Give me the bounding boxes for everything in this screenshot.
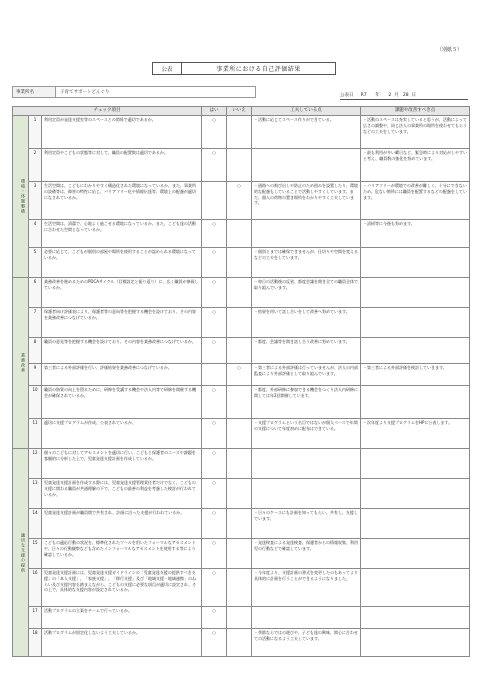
row-number: 7 xyxy=(29,308,42,338)
no-mark xyxy=(227,386,252,419)
table-row xyxy=(13,569,470,607)
check-item-text: 利用定員やこどもの状態等に対して、職員の配置数は適切であるか。 xyxy=(42,149,202,182)
office-name-value: 子育てサポートどんぐり xyxy=(56,86,256,98)
issues-text xyxy=(361,338,470,364)
check-item-text: こどもの適応行動の状況を、標準化されたツールを用いたフォーマルなアセスメントや、日々の行動観察なども含めたインフォーマルなアセスメントを使用する等により確認しているか。 xyxy=(42,539,202,569)
table-row xyxy=(13,338,470,364)
publication-month-unit: 月 xyxy=(394,93,399,98)
issues-text xyxy=(361,607,470,629)
effort-text: ・支援プログラムという名目ではないが個人ベースで年間の支援について年度初めに配布はできている。 xyxy=(252,419,361,449)
table-row xyxy=(13,278,470,308)
issues-text: ・第三者による外部評価を検討していきます。 xyxy=(361,364,470,386)
row-number: 14 xyxy=(29,509,42,539)
title-box xyxy=(152,62,336,75)
effort-text: ・結果を用いて話し合いをして改善へ努めています。 xyxy=(252,308,361,338)
publication-label: 公表日 xyxy=(340,93,354,98)
check-item-text: 利用定員が発達支援室等のスペースとの関係で適切であるか。 xyxy=(42,116,202,149)
no-mark xyxy=(227,539,252,569)
row-number: 12 xyxy=(29,449,42,479)
effort-text xyxy=(252,607,361,629)
yes-mark: ○ xyxy=(202,539,227,569)
yes-mark: ○ xyxy=(202,449,227,479)
yes-mark: ○ xyxy=(202,509,227,539)
row-number: 5 xyxy=(29,248,42,278)
check-item-text: 児童発達支援計画を作成する際には、児童発達支援管理責任者だけでなく、こどもの支援に関わる職員が共通理解の下で、こどもの最善の利益を考慮した検討が行われているか。 xyxy=(42,479,202,509)
evaluation-table xyxy=(12,106,470,657)
check-item-text: 児童発達支援計画が職員間で共有され、計画に沿った支援が行われているか。 xyxy=(42,509,202,539)
check-item-text: 生活空間は、こどもにわかりやすく構造化された環境になっているか。また、事業所の設備等は、障害の特性に応じ、バリアフリー化や情報伝達等、環境上の配慮が適切になされているか。 xyxy=(42,182,202,220)
effort-text: ・通路への飛び出しや防止のため囲みを設置したり、環境的な配慮もしていることで活動しやすくしています。また、個人の荷物の置き場所をわかりやすく工夫しています。 xyxy=(252,182,361,220)
effort-text: ・都度、外部研修に参加できる機会をつくり法人内研修に関しては年2回開催しています。 xyxy=(252,386,361,419)
yes-mark: ○ xyxy=(202,386,227,419)
yes-mark: ○ xyxy=(202,308,227,338)
check-item-text: 個々のこどもに対してアセスメントを適切に行い、こどもと保護者のニーズや課題を客観的に分析した上で、児童発達支援計画を作成しているか。 xyxy=(42,449,202,479)
issues-text xyxy=(361,386,470,419)
issues-text xyxy=(361,569,470,607)
no-mark xyxy=(227,278,252,308)
row-number: 9 xyxy=(29,364,42,386)
issues-text xyxy=(361,629,470,657)
effort-text xyxy=(252,449,361,479)
yes-mark: ○ xyxy=(202,607,227,629)
no-mark: ○ xyxy=(227,364,252,386)
yes-mark: ○ xyxy=(202,248,227,278)
no-mark xyxy=(227,116,252,149)
publication-year-unit: 年 xyxy=(375,93,380,98)
table-row xyxy=(13,629,470,657)
row-number: 1 xyxy=(29,116,42,149)
publication-date xyxy=(340,92,416,98)
row-number: 16 xyxy=(29,569,42,607)
no-mark xyxy=(227,629,252,657)
table-row xyxy=(13,116,470,149)
effort-text: ・発達検査による発達検査、保護者からの情報収集、利用児の行動などで確認しています。 xyxy=(252,539,361,569)
row-number: 6 xyxy=(29,278,42,308)
effort-text: ・個別とまでは確保できませんが、仕切りや空間を変えるなどの工夫をしています。 xyxy=(252,248,361,278)
category-cell: 業務改善 xyxy=(13,278,29,449)
table-row xyxy=(13,364,470,386)
row-number: 10 xyxy=(29,386,42,419)
row-number: 15 xyxy=(29,539,42,569)
table-row xyxy=(13,220,470,248)
publication-era: R7 xyxy=(360,93,367,98)
issues-text xyxy=(361,479,470,509)
check-item-text: 適切に支援プログラムが作成、公表されているか。 xyxy=(42,419,202,449)
check-item-text: 保護者向け評価表により、保護者等の意向等を把握する機会を設けており、その内容を業務改善につなげているか。 xyxy=(42,308,202,338)
table-row xyxy=(13,539,470,569)
check-item-text: 児童発達支援計画には、児童発達支援ガイドラインの「児童発達支援の提供すべき支援」の「本人支援」、「家族支援」、「移行支援」及び「地域支援・地域連携」のねらい及び支援内容も踏まえながら、こどもの支援に必要な項目が適切に設定され、その上で、具体的な支援内容が設定されているか。 xyxy=(42,569,202,607)
yes-mark: ○ xyxy=(202,116,227,149)
publication-day: 28 xyxy=(402,93,409,98)
yes-mark: ○ xyxy=(202,629,227,657)
no-mark xyxy=(227,220,252,248)
yes-mark: ○ xyxy=(202,479,227,509)
table-row xyxy=(13,449,470,479)
table-row xyxy=(13,248,470,278)
effort-text: ・毎日の活動後の反省、都度会議を開き全ての職員全体で取り組んでいます。 xyxy=(252,278,361,308)
check-item-text: 生活空間は、清潔で、心地よく過ごせる環境になっているか。また、こども達の活動に合わせた空間となっているか。 xyxy=(42,220,202,248)
row-number: 4 xyxy=(29,220,42,248)
issues-text: ・次年度より支援プログラムをHPに公表します。 xyxy=(361,419,470,449)
no-mark xyxy=(227,509,252,539)
row-number: 3 xyxy=(29,182,42,220)
effort-text: ・日々のケースにも計画を知ってもらい、共有し、支援しています。 xyxy=(252,509,361,539)
page-title: 事業所における自己評価結果 xyxy=(216,66,301,73)
issues-text xyxy=(361,449,470,479)
effort-text: ・今年度より、支援計画の書式を変更したのもあってより具体的に計画を行うことができるようになりました。 xyxy=(252,569,361,607)
effort-text xyxy=(252,479,361,509)
issues-text: ・活動のスペースは充実していると思うが、活動によって広さの調整や、同じ法人の事業所の場所を使わせてもらうなどの工夫をしています。 xyxy=(361,116,470,149)
category-cell: 適切な支援の提供 xyxy=(13,449,29,657)
header-effort: 工夫している点 xyxy=(252,107,361,116)
row-number: 2 xyxy=(29,149,42,182)
row-number: 11 xyxy=(29,419,42,449)
no-mark xyxy=(227,479,252,509)
yes-mark: ○ xyxy=(202,220,227,248)
issues-text xyxy=(361,278,470,308)
row-number: 13 xyxy=(29,479,42,509)
no-mark: ○ xyxy=(227,182,252,220)
no-mark xyxy=(227,308,252,338)
issues-text xyxy=(361,539,470,569)
check-item-text: 職員の資質の向上を図るために、研修を受講する機会や法人内等で研修を開催する機会が確保されているか。 xyxy=(42,386,202,419)
yes-mark: ○ xyxy=(202,149,227,182)
no-mark xyxy=(227,569,252,607)
check-item-text: 業務改善を進めるためのPDCAサイクル（目標設定と振り返り）に、広く職員が参画しているか。 xyxy=(42,278,202,308)
no-mark xyxy=(227,419,252,449)
issues-text: ・バリアフリーが環境での改善が難しく、十分にできないため、危ない箇所には職員を配置するなどの配慮をしています。 xyxy=(361,182,470,220)
row-number: 17 xyxy=(29,607,42,629)
header-check-item: チェック項目 xyxy=(13,107,202,116)
publication-underline xyxy=(340,99,468,100)
table-row xyxy=(13,386,470,419)
effort-text: ・第三者による外部評価は行っていませんが、法人の内部監査により外部評価として取り組んでいます。 xyxy=(252,364,361,386)
no-mark xyxy=(227,248,252,278)
issues-text xyxy=(361,248,470,278)
yes-mark xyxy=(202,182,227,220)
check-item-text: 職員の意見等を把握する機会を設けており、その内容を業務改善につなげているか。 xyxy=(42,338,202,364)
table-row xyxy=(13,182,470,220)
table-header-row xyxy=(13,107,470,116)
issues-text: ・最も利用が多い曜日など、緊急時により対応がしやすいと考え、職員数の強化を努めています。 xyxy=(361,149,470,182)
no-mark xyxy=(227,607,252,629)
effort-text xyxy=(252,220,361,248)
yes-mark xyxy=(202,364,227,386)
no-mark xyxy=(227,449,252,479)
check-item-text: 必要に応じて、こどもが個別の部屋や場所を使用することが認められる環境になっているか。 xyxy=(42,248,202,278)
row-number: 18 xyxy=(29,629,42,657)
header-yes: はい xyxy=(202,107,227,116)
table-row xyxy=(13,308,470,338)
yes-mark: ○ xyxy=(202,338,227,364)
table-row xyxy=(13,509,470,539)
effort-text: ・活動に応じてスペース作りができている。 xyxy=(252,116,361,149)
yes-mark: ○ xyxy=(202,419,227,449)
table-row xyxy=(13,419,470,449)
issues-text: ・清掃等に今後も努めます。 xyxy=(361,220,470,248)
table-row xyxy=(13,479,470,509)
category-cell: 環境・体制整備 xyxy=(13,116,29,278)
table-row xyxy=(13,149,470,182)
office-name-label: 事業所名 xyxy=(12,86,56,98)
issues-text xyxy=(361,308,470,338)
row-number: 8 xyxy=(29,338,42,364)
issues-text xyxy=(361,509,470,539)
check-item-text: 活動プログラムの立案をチームで行っているか。 xyxy=(42,607,202,629)
publication-day-unit: 日 xyxy=(411,93,416,98)
check-item-text: 活動プログラムが固定化しないよう工夫しているか。 xyxy=(42,629,202,657)
effort-text: ・季節ならではの遊びや、子ども達の興味、関心に合わせての活動になるよう工夫しています。 xyxy=(252,629,361,657)
no-mark xyxy=(227,338,252,364)
form-number: （別紙５） xyxy=(437,47,463,53)
yes-mark: ○ xyxy=(202,569,227,607)
effort-text xyxy=(252,149,361,182)
check-item-text: 第三者による外部評価を行い、評価結果を業務改善につなげているか。 xyxy=(42,364,202,386)
header-issues: 課題や改善すべき点 xyxy=(361,107,470,116)
yes-mark: ○ xyxy=(202,278,227,308)
effort-text: ・都度、会議等を開き話し合う改善に努めています。 xyxy=(252,338,361,364)
table-row xyxy=(13,607,470,629)
no-mark xyxy=(227,149,252,182)
publication-month: 2 xyxy=(388,93,392,98)
header-no: いいえ xyxy=(227,107,252,116)
title-tag: 公表 xyxy=(153,63,182,74)
